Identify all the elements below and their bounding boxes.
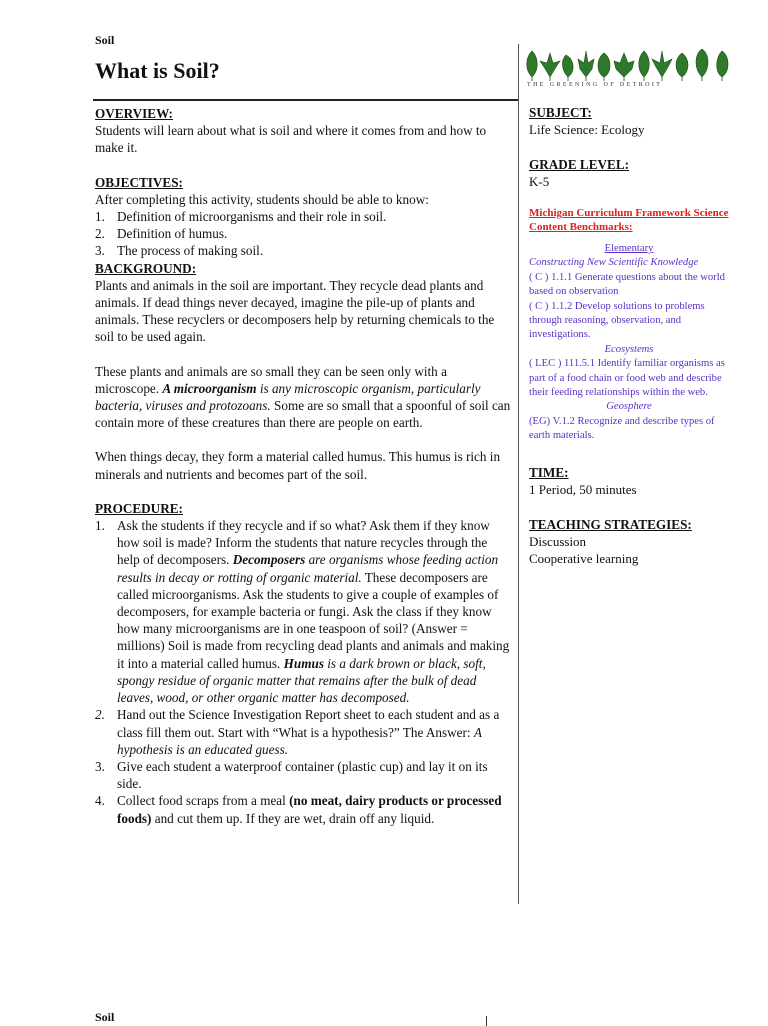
- objectives-heading: OBJECTIVES:: [95, 174, 183, 190]
- benchmarks-list: [529, 242, 729, 444]
- procedure-list: [95, 517, 513, 827]
- footer-mark: [486, 1016, 487, 1026]
- list-item: 4. Collect food scraps from a meal (no meat, dairy products or processed foods) and cut them up. If they are wet, drain off any liquid.: [95, 793, 502, 826]
- objectives-intro: After completing this activity, students should be able to know:: [95, 191, 429, 207]
- grade-text: K-5: [529, 174, 550, 189]
- strategy-item: Cooperative learning: [529, 550, 639, 566]
- left-column: [95, 105, 513, 827]
- strategy-item: Discussion: [529, 533, 587, 549]
- subject-heading: SUBJECT:: [529, 105, 592, 120]
- background-paragraph-2: These plants and animals are so small they can be seen only with a microscope. A microorganism is any microscopic organism, particularly bacteria, viruses and protozoans. Some are so small that a spoonful of soil can contain more of these creatures than there are people on earth.: [95, 363, 511, 431]
- title-divider: [93, 99, 518, 101]
- list-item: 2. Hand out the Science Investigation Report sheet to each student and as a class fill them out. Start with “What is a hypothesis?” The Answer: A hypothesis is an educated guess.: [95, 707, 500, 757]
- benchmark-category: Ecosystems: [604, 343, 654, 355]
- logo-caption: THE GREENING OF DETROIT: [527, 82, 663, 88]
- benchmark-item: (EG) V.1.2 Recognize and describe types of earth materials.: [529, 415, 715, 442]
- benchmark-item: ( LEC ) 111.5.1 Identify familiar organisms as part of a food chain or food web and describe their feeding relationships within the web.: [529, 358, 725, 399]
- overview-heading: OVERVIEW:: [95, 106, 173, 121]
- footer-label: Soil: [95, 1010, 115, 1024]
- background-heading: BACKGROUND:: [95, 260, 197, 276]
- strategies-heading: TEACHING STRATEGIES:: [529, 516, 692, 532]
- background-paragraph-3: When things decay, they form a material called humus. This humus is rich in minerals and nutrients and becomes part of the soil.: [95, 449, 501, 482]
- section-label: Soil: [95, 33, 115, 47]
- benchmark-level: Elementary: [604, 243, 654, 254]
- right-column: [529, 104, 729, 567]
- list-item: 1. Ask the students if they recycle and if so what? Ask them if they know how soil is made? Inform the students that nature recycles through the help of decomposers. Decomposers are organisms whose feeding action results in decay or rotting of organic material. These decomposers are called microorganisms. Ask the students to give a couple of examples of decomposers, for example bacteria or fungi. Ask the class if they know how many microorganisms are in one teaspoon of soil? (Answer = millions) Soil is made from recycling dead plants and animals and making it into a material called humus. Humus is a dark brown or black, soft, spongy residue of organic matter that remains after the bulk of dead leaves, wood, or other organic matter has decomposed.: [95, 518, 510, 706]
- subject-text: Life Science: Ecology: [529, 122, 645, 137]
- list-item: 3. Give each student a waterproof container (plastic cup) and lay it on its side.: [95, 758, 488, 792]
- background-paragraph-1: Plants and animals in the soil are important. They recycle dead plants and animals. If dead things never decayed, imagine the pile-up of plants and animals. These recyclers or decomposers help by returning chemicals to the soil to be used again.: [95, 277, 495, 345]
- benchmarks-heading: Michigan Curriculum Framework Science Content Benchmarks:: [529, 207, 729, 233]
- list-item: 2. Definition of humus.: [95, 226, 228, 242]
- benchmark-category: Constructing New Scientific Knowledge: [529, 257, 699, 269]
- objectives-list: [95, 208, 513, 260]
- time-heading: TIME:: [529, 464, 569, 480]
- list-item: 1. Definition of microorganisms and their role in soil.: [95, 209, 387, 225]
- procedure-heading: PROCEDURE:: [95, 500, 183, 516]
- benchmark-item: ( C ) 1.1.2 Develop solutions to problems through reasoning, observation, and investigations.: [529, 300, 705, 341]
- grade-heading: GRADE LEVEL:: [529, 157, 630, 172]
- column-divider: [518, 44, 519, 904]
- benchmark-item: ( C ) 1.1.1 Generate questions about the world based on observation: [529, 271, 725, 298]
- benchmark-category: Geosphere: [606, 401, 652, 413]
- overview-text: Students will learn about what is soil and where it comes from and how to make it.: [95, 123, 487, 156]
- list-item: 3. The process of making soil.: [95, 243, 264, 259]
- time-text: 1 Period, 50 minutes: [529, 481, 637, 497]
- page-title: What is Soil?: [95, 58, 220, 83]
